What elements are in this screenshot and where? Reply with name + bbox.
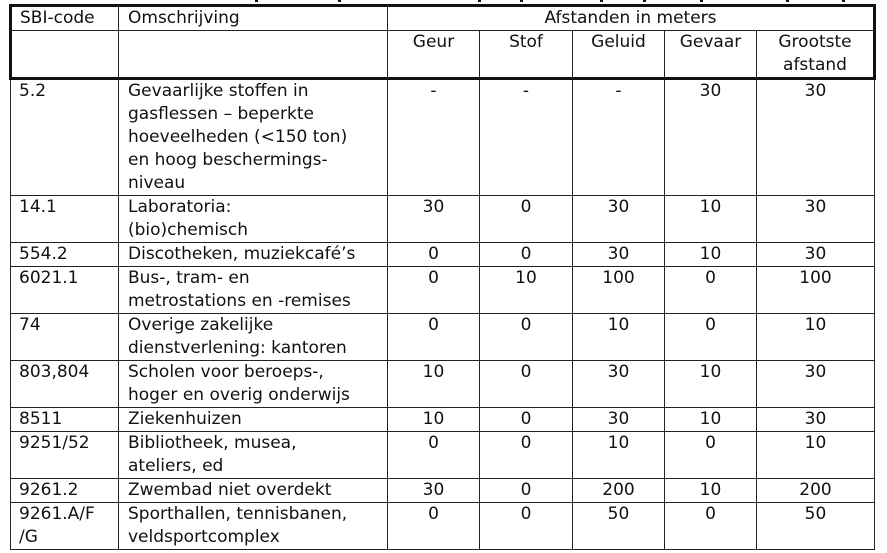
cell-gevaar: 30: [665, 79, 757, 196]
cell-geur: 10: [388, 361, 480, 408]
desc-line: veldsportcomplex: [128, 527, 280, 547]
header-stof: Stof: [480, 31, 573, 79]
table-row: [11, 79, 875, 196]
desc-line: ateliers, ed: [128, 456, 224, 476]
desc-line: Bus-, tram- en: [128, 268, 250, 288]
header-sbi-code: SBI-code: [11, 6, 119, 31]
cell-code: 803,804: [11, 361, 119, 408]
cell-geluid: -: [573, 79, 665, 196]
cell-grootste: 100: [757, 267, 875, 314]
cell-code: [11, 503, 119, 550]
desc-line: hoeveelheden (<150 ton): [128, 127, 348, 147]
cell-geur: 0: [388, 314, 480, 361]
cell-geluid: 100: [573, 267, 665, 314]
code-line: /G: [19, 527, 38, 547]
cell-stof: 0: [480, 408, 573, 432]
header-grootste-line2: afstand: [783, 55, 847, 75]
header-description: Omschrijving: [119, 6, 388, 31]
desc-line: Laboratoria:: [128, 197, 232, 217]
desc-line: gasflessen – beperkte: [128, 104, 314, 124]
desc-line: Bibliotheek, musea,: [128, 433, 297, 453]
desc-line: (bio)chemisch: [128, 220, 249, 240]
cell-geur: 0: [388, 267, 480, 314]
cell-gevaar: 10: [665, 479, 757, 503]
table-row: [11, 361, 875, 408]
header-grootste-line1: Grootste: [778, 32, 852, 52]
table-row: [11, 243, 875, 267]
cell-stof: 0: [480, 479, 573, 503]
cell-gevaar: 0: [665, 432, 757, 479]
cell-gevaar: 10: [665, 408, 757, 432]
cell-description: [119, 361, 388, 408]
header-gevaar: Gevaar: [665, 31, 757, 79]
cell-description: [119, 479, 388, 503]
table-row: [11, 196, 875, 243]
desc-line: dienstverlening: kantoren: [128, 338, 347, 358]
desc-line: metrostations en -remises: [128, 291, 351, 311]
cell-code: 14.1: [11, 196, 119, 243]
cell-grootste: 30: [757, 196, 875, 243]
cell-geluid: 30: [573, 408, 665, 432]
cell-grootste: 30: [757, 79, 875, 196]
desc-line: Gevaarlijke stoffen in: [128, 81, 309, 101]
desc-line: Zwembad niet overdekt: [128, 480, 332, 500]
cell-grootste: 200: [757, 479, 875, 503]
table-row: [11, 267, 875, 314]
desc-line: Discotheken, muziekcafé’s: [128, 244, 356, 264]
cell-code: 74: [11, 314, 119, 361]
header-row-columns: [11, 31, 875, 79]
desc-line: en hoog beschermings-: [128, 150, 328, 170]
cell-geluid: 50: [573, 503, 665, 550]
header-row-top: [11, 6, 875, 31]
cell-gevaar: 10: [665, 196, 757, 243]
cell-gevaar: 0: [665, 267, 757, 314]
header-grootste-afstand: [757, 31, 875, 79]
table-row: [11, 503, 875, 550]
cell-code: 5.2: [11, 79, 119, 196]
cell-grootste: 30: [757, 243, 875, 267]
cell-grootste: 10: [757, 432, 875, 479]
cell-gevaar: 10: [665, 361, 757, 408]
cell-geluid: 30: [573, 361, 665, 408]
cell-geur: 0: [388, 503, 480, 550]
cell-description: [119, 432, 388, 479]
cell-geluid: 10: [573, 432, 665, 479]
cell-grootste: 30: [757, 408, 875, 432]
cell-stof: 10: [480, 267, 573, 314]
cell-stof: 0: [480, 314, 573, 361]
desc-line: Ziekenhuizen: [128, 409, 242, 429]
cell-code: 9251/52: [11, 432, 119, 479]
header-geluid: Geluid: [573, 31, 665, 79]
cell-description: [119, 196, 388, 243]
cell-gevaar: 0: [665, 314, 757, 361]
table-row: [11, 314, 875, 361]
cell-geur: 30: [388, 479, 480, 503]
table-row: [11, 479, 875, 503]
cell-code: 8511: [11, 408, 119, 432]
cell-description: [119, 243, 388, 267]
cell-stof: -: [480, 79, 573, 196]
cell-geluid: 30: [573, 243, 665, 267]
cell-stof: 0: [480, 361, 573, 408]
header-empty-desc: [119, 31, 388, 79]
cell-stof: 0: [480, 503, 573, 550]
cell-stof: 0: [480, 243, 573, 267]
cell-geur: -: [388, 79, 480, 196]
cell-description: [119, 314, 388, 361]
cell-stof: 0: [480, 432, 573, 479]
cell-gevaar: 0: [665, 503, 757, 550]
distance-table: [9, 4, 876, 550]
header-geur: Geur: [388, 31, 480, 79]
cell-description: [119, 267, 388, 314]
cell-geur: 0: [388, 243, 480, 267]
cell-grootste: 30: [757, 361, 875, 408]
cell-geur: 0: [388, 432, 480, 479]
table-row: [11, 432, 875, 479]
table-row: [11, 408, 875, 432]
desc-line: Sporthallen, tennisbanen,: [128, 504, 348, 524]
cell-geur: 30: [388, 196, 480, 243]
desc-line: Overige zakelijke: [128, 315, 274, 335]
cell-description: [119, 79, 388, 196]
code-line: 9261.A/F: [19, 504, 95, 524]
cell-description: [119, 503, 388, 550]
cell-stof: 0: [480, 196, 573, 243]
desc-line: niveau: [128, 173, 186, 193]
cell-geur: 10: [388, 408, 480, 432]
cell-code: 6021.1: [11, 267, 119, 314]
header-distances-group: Afstanden in meters: [388, 6, 875, 31]
cell-grootste: 50: [757, 503, 875, 550]
cell-description: [119, 408, 388, 432]
desc-line: Scholen voor beroeps-,: [128, 362, 324, 382]
cell-gevaar: 10: [665, 243, 757, 267]
cell-geluid: 30: [573, 196, 665, 243]
cell-code: 554.2: [11, 243, 119, 267]
cell-grootste: 10: [757, 314, 875, 361]
cell-geluid: 200: [573, 479, 665, 503]
header-empty-code: [11, 31, 119, 79]
desc-line: hoger en overig onderwijs: [128, 385, 350, 405]
cell-geluid: 10: [573, 314, 665, 361]
cell-code: 9261.2: [11, 479, 119, 503]
